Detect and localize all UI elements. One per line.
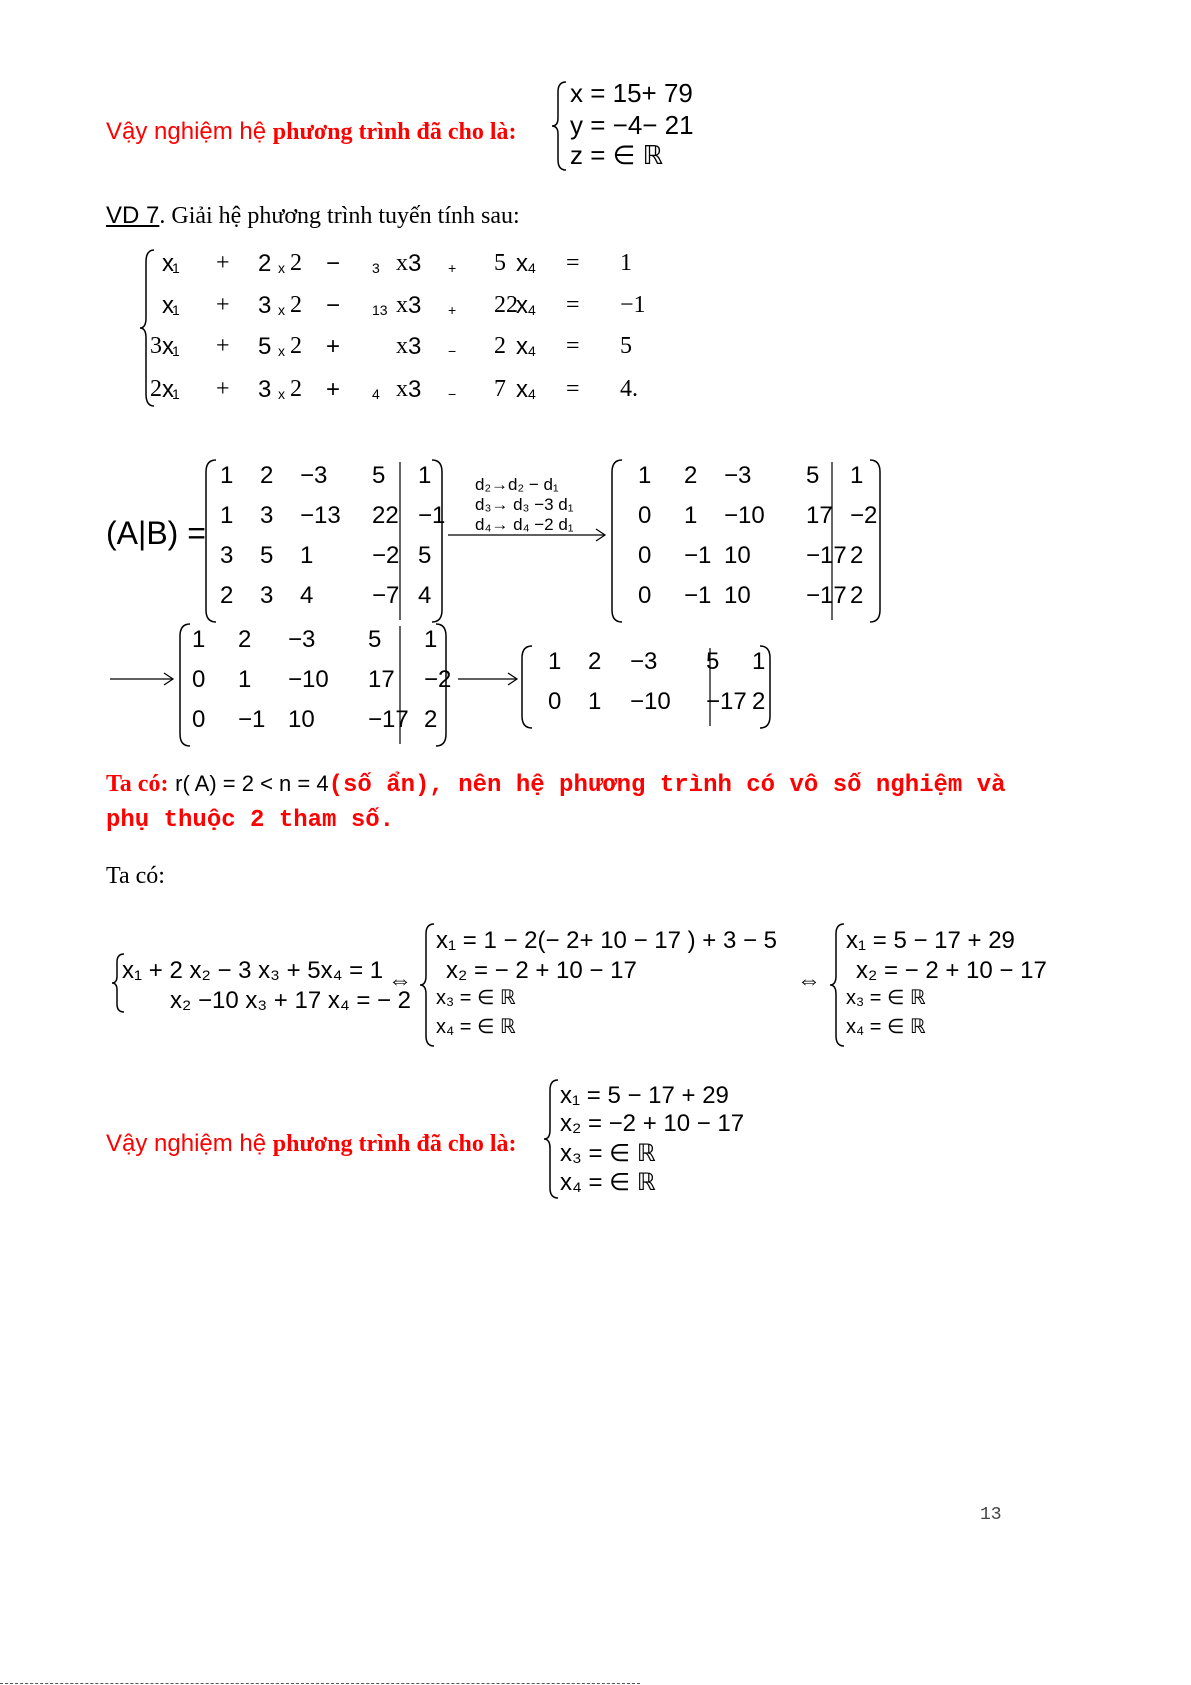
matrix-cell: 0 [548, 688, 562, 715]
matrix-cell: 3 [260, 582, 274, 609]
row-op: d₃→ d₃ −3 d₁ [475, 495, 574, 514]
matrix-cell: 0 [192, 706, 206, 733]
matrix-cell: −1 [418, 502, 446, 529]
matrix-cell: −1 [684, 582, 712, 609]
system-term: −1 [620, 292, 646, 318]
solution-label-2 [106, 1130, 517, 1158]
variable: 3 [258, 292, 272, 319]
row-op: d₂→d₂ − d₁ [475, 475, 559, 494]
system-term: = [566, 250, 580, 276]
variable: x [162, 333, 174, 360]
variable: x [516, 333, 528, 360]
rank-statement [106, 770, 1006, 799]
matrix-cell: 2 [684, 462, 698, 489]
variable-index: − [448, 386, 457, 402]
brace-left-icon [552, 80, 568, 172]
system-term: 5 [494, 250, 506, 276]
reduced-row: x₂ −10 x₃ + 17 x₄ = − 2 [170, 987, 412, 1014]
label-plain: Vậy nghiệm hệ [106, 1130, 273, 1157]
mid-row: x₂ = − 2 + 10 − 17 [446, 957, 637, 984]
arrow-right-icon [448, 528, 608, 542]
matrix-cell: 2 [220, 582, 234, 609]
matrix-cell: 17 [368, 666, 395, 693]
matrix-cell: 1 [192, 626, 206, 653]
matrix-cell: 10 [724, 542, 751, 569]
system-term: + [216, 250, 230, 276]
matrix-cell: 4 [300, 582, 314, 609]
matrix-cell: 5 [260, 542, 274, 569]
variable: x [516, 376, 528, 403]
matrix-cell: −1 [684, 542, 712, 569]
matrix-cell: 10 [288, 706, 315, 733]
variable-index: x [278, 260, 285, 276]
matrix-cell: 0 [638, 582, 652, 609]
matrix-cell: 5 [418, 542, 432, 569]
variable-index: + [448, 260, 457, 276]
rank-text-2: phụ thuộc 2 tham số. [106, 807, 395, 834]
matrix-cell: −17 [806, 582, 847, 609]
matrix-cell: 2 [850, 582, 864, 609]
matrix-cell: 1 [548, 648, 562, 675]
matrix-cell: 17 [806, 502, 833, 529]
matrix-label: (A|B) = [106, 515, 206, 551]
rank-formula: r( A) = 2 < n = 4 [175, 771, 329, 796]
matrix-cell: 3 [220, 542, 234, 569]
system-term: 22 [494, 292, 518, 318]
matrix-cell: 1 [220, 462, 234, 489]
variable: + [326, 333, 341, 360]
variable-index: 1 [172, 302, 180, 318]
variable-index: + [448, 302, 457, 318]
matrix-cell: 2 [238, 626, 252, 653]
variable: x [516, 292, 528, 319]
equivalent-icon: ⇔ [388, 967, 412, 994]
matrix-cell: 1 [588, 688, 602, 715]
matrix-cell: −13 [300, 502, 341, 529]
matrix-cell: 1 [300, 542, 314, 569]
rank-text: (số ẩn), nên hệ phương trình có vô số nghiệm và [328, 772, 1006, 799]
mid-row: x₄ = ∈ ℝ [436, 1016, 516, 1038]
variable: x [162, 292, 174, 319]
system-term: 2 [150, 376, 162, 402]
variable-index: 1 [172, 386, 180, 402]
matrix-cell: 5 [372, 462, 386, 489]
matrix-cell: −7 [372, 582, 400, 609]
matrix-cell: −17 [706, 688, 747, 715]
page-number: 13 [980, 1505, 1002, 1525]
matrix-cell: −17 [368, 706, 409, 733]
system-term: 2 [290, 333, 302, 359]
solution-row: x = 15+ 79 [570, 78, 693, 108]
system-term: 7 [494, 376, 506, 402]
example-text: . Giải hệ phương trình tuyến tính sau: [159, 203, 520, 229]
matrix-cell: −10 [630, 688, 671, 715]
variable-index: 1 [172, 260, 180, 276]
matrix-cell: −3 [288, 626, 316, 653]
variable: 5 [258, 333, 272, 360]
label-bold: phương trình đã cho là: [272, 1131, 517, 1157]
system-term: + [216, 376, 230, 402]
system-term: 2 [494, 333, 506, 359]
variable-index: x [278, 302, 285, 318]
label-plain: Vậy nghiệm hệ [106, 118, 273, 145]
variable-index: 4 [528, 343, 536, 359]
solution-row: x₁ = 5 − 17 + 29 [560, 1082, 729, 1109]
matrix-cell: 3 [260, 502, 274, 529]
system-term: = [566, 376, 580, 402]
variable-index: 4 [528, 386, 536, 402]
brace-left-icon [420, 922, 436, 1048]
variable: + [326, 376, 341, 403]
solution-label-1 [106, 118, 517, 146]
matrix-cell: 1 [850, 462, 864, 489]
variable-index: 4 [528, 260, 536, 276]
variable: 3 [408, 333, 422, 360]
right-row: x₄ = ∈ ℝ [846, 1016, 926, 1038]
matrix-cell: −2 [850, 502, 878, 529]
system-term: + [216, 333, 230, 359]
reduced-row: x₁ + 2 x₂ − 3 x₃ + 5x₄ = 1 [122, 957, 384, 984]
system-term: 4. [620, 376, 638, 402]
variable: 3 [408, 250, 422, 277]
matrix-cell: 10 [724, 582, 751, 609]
variable-index: 13 [372, 302, 388, 318]
arrow-right-icon [110, 672, 176, 686]
matrix-cell: −10 [724, 502, 765, 529]
system-term: 2 [290, 292, 302, 318]
matrix-cell: 2 [752, 688, 766, 715]
matrix-cell: 1 [220, 502, 234, 529]
mid-row: x₁ = 1 − 2(− 2+ 10 − 17 ) + 3 − 5 [436, 927, 778, 954]
matrix-cell: −3 [630, 648, 658, 675]
solution-row: z = ∈ ℝ [570, 140, 664, 170]
label-bold: phương trình đã cho là: [272, 119, 517, 145]
system-term: 2 [290, 250, 302, 276]
right-row: x₁ = 5 − 17 + 29 [846, 927, 1015, 954]
matrix-cell: 1 [424, 626, 438, 653]
rank-label: Ta có: [106, 771, 169, 797]
system-term: x [396, 292, 408, 318]
solution-row: x₂ = −2 + 10 − 17 [560, 1110, 745, 1137]
variable-index: − [448, 343, 457, 359]
matrix-cell: 22 [372, 502, 399, 529]
variable: − [326, 250, 341, 277]
variable-index: 4 [372, 386, 380, 402]
matrix-cell: −2 [424, 666, 452, 693]
variable: 2 [258, 250, 272, 277]
matrix-cell: 1 [418, 462, 432, 489]
variable: 3 [408, 376, 422, 403]
matrix-cell: 5 [706, 648, 720, 675]
brace-left-icon [544, 1078, 560, 1200]
variable-index: 1 [172, 343, 180, 359]
system-term: = [566, 333, 580, 359]
variable-index: 3 [372, 260, 380, 276]
matrix-cell: 5 [368, 626, 382, 653]
mid-row: x₃ = ∈ ℝ [436, 987, 516, 1009]
system-term: 5 [620, 333, 632, 359]
matrix-cell: 2 [260, 462, 274, 489]
variable: − [326, 292, 341, 319]
matrix-cell: −17 [806, 542, 847, 569]
ta-co: Ta có: [106, 863, 165, 889]
variable-index: x [278, 343, 285, 359]
matrix-cell: 2 [588, 648, 602, 675]
arrow-right-icon [458, 672, 520, 686]
equivalent-icon: ⇔ [797, 967, 821, 994]
matrix-cell: 2 [850, 542, 864, 569]
solution-row: x₃ = ∈ ℝ [560, 1140, 656, 1167]
variable: x [162, 376, 174, 403]
matrix-cell: −2 [372, 542, 400, 569]
brace-left-icon [830, 922, 846, 1048]
variable-index: 4 [528, 302, 536, 318]
matrix-cell: 2 [424, 706, 438, 733]
matrix-cell: 5 [806, 462, 820, 489]
matrix-cell: 0 [638, 542, 652, 569]
system-term: 3 [150, 333, 162, 359]
solution-row: x₄ = ∈ ℝ [560, 1169, 656, 1196]
row-operations [475, 475, 574, 535]
system-term: + [216, 292, 230, 318]
matrix-cell: 0 [638, 502, 652, 529]
system-term: 2 [290, 376, 302, 402]
matrix-cell: −3 [300, 462, 328, 489]
system-term: 1 [620, 250, 632, 276]
footer-divider [0, 1683, 640, 1684]
row-op: d₄→ d₄ −2 d₁ [475, 515, 574, 534]
matrix-cell: 1 [238, 666, 252, 693]
system-term: x [396, 250, 408, 276]
variable: x [516, 250, 528, 277]
right-row: x₃ = ∈ ℝ [846, 987, 926, 1009]
system-term: = [566, 292, 580, 318]
right-row: x₂ = − 2 + 10 − 17 [856, 957, 1047, 984]
matrix-cell: −3 [724, 462, 752, 489]
variable-index: x [278, 386, 285, 402]
variable: 3 [408, 292, 422, 319]
matrix-cell: 1 [638, 462, 652, 489]
variable: 3 [258, 376, 272, 403]
matrix-cell: 4 [418, 582, 432, 609]
matrix-cell: 1 [752, 648, 766, 675]
solution-row: y = −4− 21 [570, 110, 694, 140]
matrix-cell: −1 [238, 706, 266, 733]
matrix-cell: 1 [684, 502, 698, 529]
matrix-cell: −10 [288, 666, 329, 693]
matrix-cell: 0 [192, 666, 206, 693]
example-heading [106, 202, 520, 230]
system-term: x [396, 333, 408, 359]
system-term: x [396, 376, 408, 402]
example-label: VD 7 [106, 202, 160, 229]
variable: x [162, 250, 174, 277]
